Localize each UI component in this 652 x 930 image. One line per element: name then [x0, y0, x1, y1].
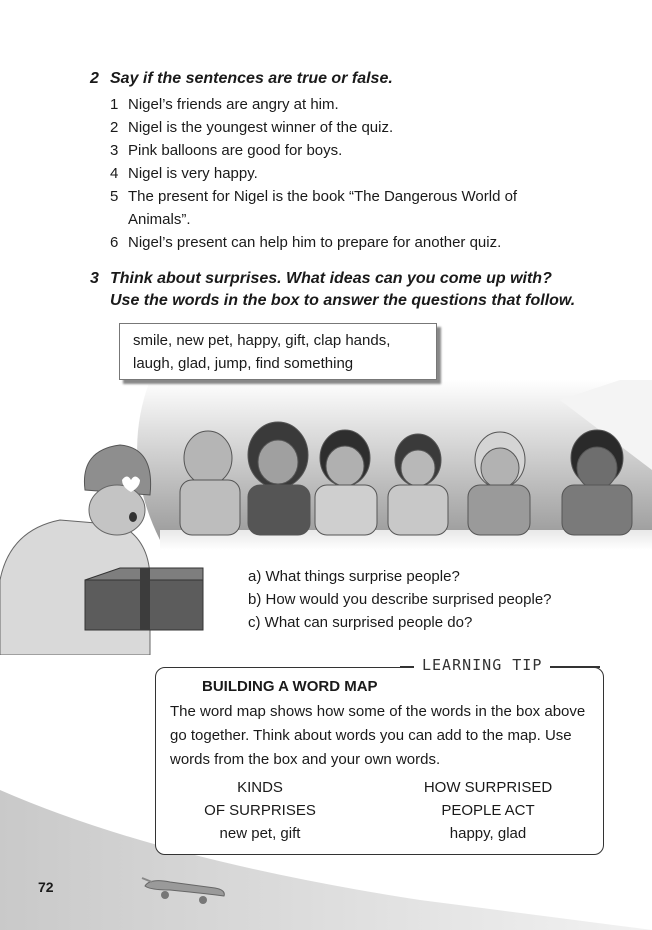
word-map-heading: OF SURPRISES	[204, 802, 316, 819]
question-2-item: 5 The present for Nigel is the book “The Dangerous World of	[110, 188, 518, 205]
learning-tip-label: LEARNING TIP	[414, 656, 550, 674]
word-map-column-act	[408, 776, 568, 845]
sub-question: a) What things surprise people?	[248, 568, 460, 585]
learning-tip-title: BUILDING A WORD MAP	[202, 678, 378, 695]
word-map-heading: PEOPLE ACT	[441, 802, 535, 819]
word-map-heading: HOW SURPRISED	[423, 779, 553, 796]
question-2-item: 2 Nigel is the youngest winner of the quiz.	[110, 119, 394, 136]
learning-tip-rule-left	[400, 666, 414, 668]
question-3-heading-line2: Use the words in the box to answer the questions that follow.	[110, 292, 576, 309]
question-2-item: 6 Nigel’s present can help him to prepare for another quiz.	[110, 234, 502, 251]
question-3-heading: 3 Think about surprises. What ideas can you come up with?	[90, 270, 552, 287]
page-number: 72	[38, 879, 54, 895]
question-2-item-continuation: Animals”.	[128, 211, 191, 228]
learning-tip-text: The word map shows how some of the words in the box above go together. Think about words you can add to the map. Use words from the box and your own words.	[170, 703, 586, 768]
question-2-item: 1 Nigel’s friends are angry at him.	[110, 96, 339, 113]
sub-question: b) How would you describe surprised people?	[248, 591, 552, 608]
question-2-heading: 2 Say if the sentences are true or false.	[90, 70, 393, 87]
sub-question: c) What can surprised people do?	[248, 614, 473, 631]
word-map-column-kinds	[195, 776, 325, 845]
word-box-line: laugh, glad, jump, find something	[133, 355, 354, 372]
learning-tip-rule-right	[550, 666, 600, 668]
word-map-words: new pet, gift	[219, 825, 301, 842]
question-2-item: 4 Nigel is very happy.	[110, 165, 258, 182]
word-box-line: smile, new pet, happy, gift, clap hands,	[133, 332, 391, 349]
word-box	[119, 323, 437, 380]
skateboard-icon	[140, 868, 230, 908]
word-map-heading: KINDS	[237, 779, 283, 796]
question-2-item: 3 Pink balloons are good for boys.	[110, 142, 343, 159]
word-map-words: happy, glad	[449, 825, 527, 842]
